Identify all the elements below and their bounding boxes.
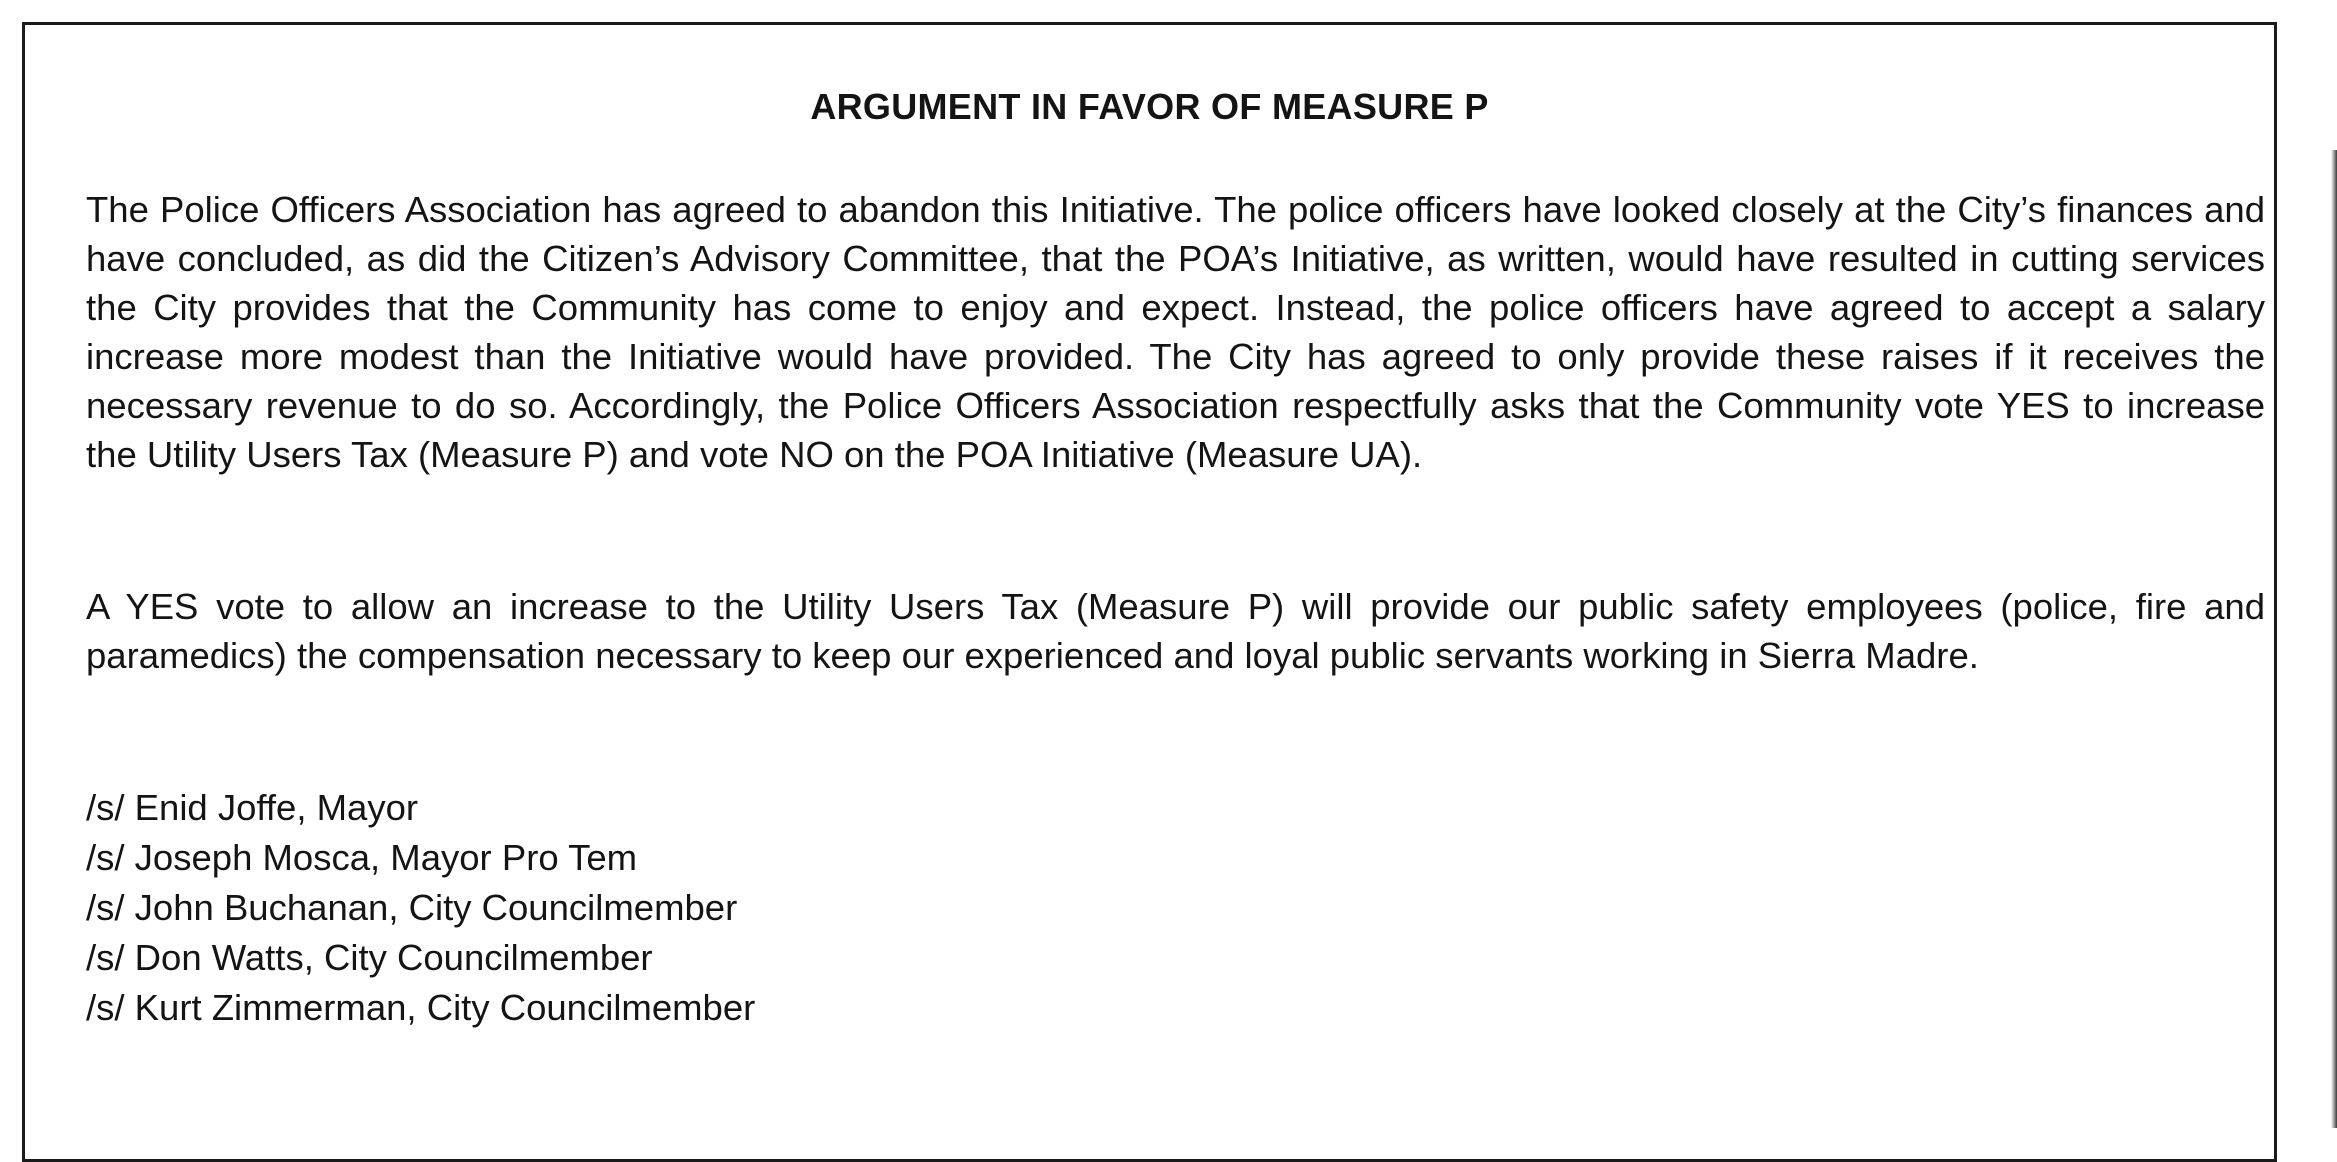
signature-line: /s/ Kurt Zimmerman, City Councilmember	[86, 987, 756, 1028]
scan-edge-shadow	[2331, 150, 2337, 1128]
signature-line: /s/ John Buchanan, City Councilmember	[86, 887, 738, 928]
signature-block	[86, 783, 755, 1033]
signature-line: /s/ Enid Joffe, Mayor	[86, 787, 419, 828]
document-title: ARGUMENT IN FAVOR OF MEASURE P	[810, 86, 1489, 127]
paragraph-2: A YES vote to allow an increase to the Utility Users Tax (Measure P) will provide our public safety employees (police, fire and paramedics) the compensation necessary to keep our experienced and loyal public servants working in Sierra Madre.	[86, 586, 2265, 676]
signature-line: /s/ Don Watts, City Councilmember	[86, 937, 653, 978]
argument-box	[22, 22, 2277, 1162]
paragraph-1: The Police Officers Association has agreed to abandon this Initiative. The police officers have looked closely at the City’s finances and have concluded, as did the Citizen’s Advisory Committee, that the POA’s Initiative, as written, would have resulted in cutting services the City provides that the Community has come to enjoy and expect. Instead, the police officers have agreed to accept a salary increase more modest than the Initiative would have provided. The City has agreed to only provide these raises if it receives the necessary revenue to do so. Accordingly, the Police Officers Association respectfully asks that the Community vote YES to increase the Utility Users Tax (Measure P) and vote NO on the POA Initiative (Measure UA).	[86, 189, 2265, 475]
signature-line: /s/ Joseph Mosca, Mayor Pro Tem	[86, 837, 638, 878]
